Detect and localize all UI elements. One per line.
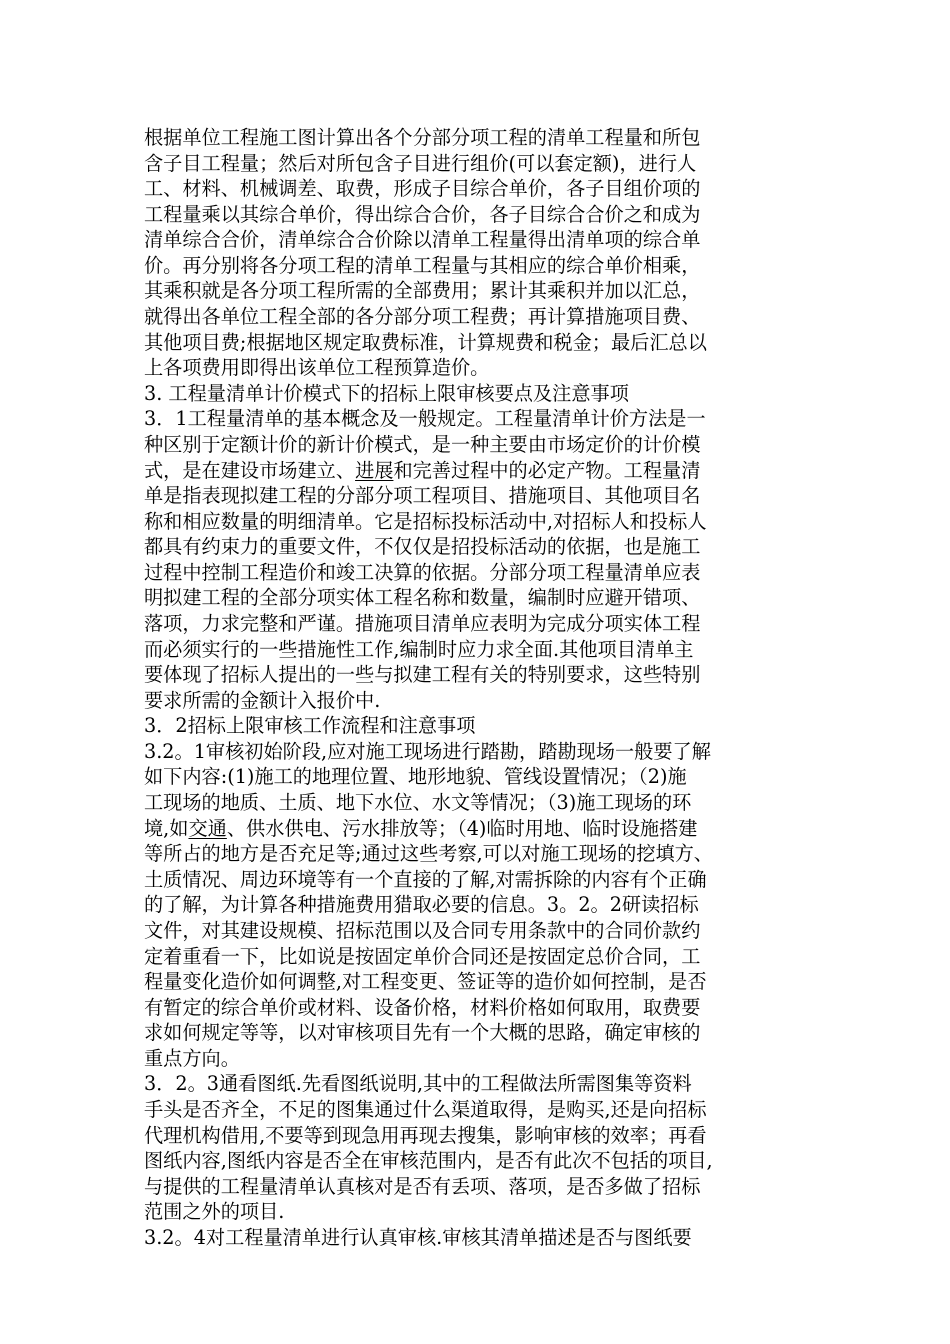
text-line: 工、材料、机械调差、取费，形成子目综合单价，各子目组价项的 bbox=[144, 177, 701, 201]
text-line: 与提供的工程量清单认真核对是否有丢项、落项，是否多做了招标 bbox=[144, 1174, 701, 1198]
text-line: 单是指表现拟建工程的分部分项工程项目、措施项目、其他项目名 bbox=[144, 484, 701, 508]
text-line: 文件，对其建设规模、招标范围以及合同专用条款中的合同价款约 bbox=[144, 918, 701, 942]
text-line: 其他项目费;根据地区规定取费标准，计算规费和税金；最后汇总以 bbox=[144, 330, 707, 354]
text-line: 称和相应数量的明细清单。它是招标投标活动中,对招标人和投标人 bbox=[144, 509, 707, 533]
text-segment: 境,如 bbox=[144, 816, 189, 840]
text-line: 有暂定的综合单价或材料、设备价格，材料价格如何取用，取费要 bbox=[144, 995, 701, 1019]
text-line: 要求所需的金额计入报价中. bbox=[144, 688, 381, 712]
text-segment: 、供水供电、污水排放等；（4)临时用地、临时设施搭建 bbox=[226, 816, 698, 840]
text-line: 土质情况、周边环境等有一个直接的了解,对需拆除的内容有个正确 bbox=[144, 867, 707, 891]
text-line: 工程量乘以其综合单价，得出综合合价，各子目综合合价之和成为 bbox=[144, 202, 701, 226]
text-line bbox=[144, 458, 814, 484]
text-line: 范围之外的项目. bbox=[144, 1200, 285, 1224]
text-line: 重点方向。 bbox=[144, 1046, 240, 1070]
text-line: 要体现了招标人提出的一些与拟建工程有关的特别要求，这些特别 bbox=[144, 663, 701, 687]
text-line bbox=[144, 816, 814, 842]
text-line: 落项，力求完整和严谨。措施项目清单应表明为完成分项实体工程 bbox=[144, 611, 701, 635]
text-line: 都具有约束力的重要文件，不仅仅是招投标活动的依据，也是施工 bbox=[144, 535, 701, 559]
text-line: 上各项费用即得出该单位工程预算造价。 bbox=[144, 356, 490, 380]
text-line: 工现场的地质、土质、地下水位、水文等情况；（3)施工现场的环 bbox=[144, 791, 692, 815]
text-line: 定着重看一下，比如说是按固定单价合同还是按固定总价合同，工 bbox=[144, 944, 701, 968]
text-line: 求如何规定等等，以对审核项目先有一个大概的思路，确定审核的 bbox=[144, 1021, 701, 1045]
text-line: 3.2。4对工程量清单进行认真审核.审核其清单描述是否与图纸要 bbox=[144, 1225, 692, 1249]
text-segment: 和完善过程中的必定产物。工程量清 bbox=[393, 458, 701, 482]
text-line: 3．1工程量清单的基本概念及一般规定。工程量清单计价方法是一 bbox=[144, 407, 706, 431]
text-line: 清单综合合价，清单综合合价除以清单工程量得出清单项的综合单 bbox=[144, 228, 701, 252]
progress-link[interactable]: 进展 bbox=[355, 458, 394, 482]
text-line: 程量变化造价如何调整,对工程变更、签证等的造价如何控制，是否 bbox=[144, 970, 707, 994]
text-segment: 式，是在建设市场建立、 bbox=[144, 458, 356, 482]
text-line: 含子目工程量；然后对所包含子目进行组价(可以套定额)，进行人 bbox=[144, 151, 697, 175]
text-line: 其乘积就是各分项工程所需的全部费用；累计其乘积并加以汇总， bbox=[144, 279, 701, 303]
subsection-heading: 3．2招标上限审核工作流程和注意事项 bbox=[144, 714, 476, 738]
traffic-link[interactable]: 交通 bbox=[188, 816, 227, 840]
text-line: 而必须实行的一些措施性工作,编制时应力求全面.其他项目清单主 bbox=[144, 637, 694, 661]
text-line: 过程中控制工程造价和竣工决算的依据。分部分项工程量清单应表 bbox=[144, 560, 701, 584]
text-line: 如下内容:(1)施工的地理位置、地形地貌、管线设置情况；（2)施 bbox=[144, 765, 687, 789]
body-text bbox=[144, 125, 814, 1250]
section-heading: 3. 工程量清单计价模式下的招标上限审核要点及注意事项 bbox=[144, 381, 629, 405]
text-line: 等所占的地方是否充足等;通过这些考察,可以对施工现场的挖填方、 bbox=[144, 842, 713, 866]
text-line: 种区别于定额计价的新计价模式，是一种主要由市场定价的计价模 bbox=[144, 432, 701, 456]
text-line: 的了解，为计算各种措施费用猎取必要的信息。3。2。2研读招标 bbox=[144, 893, 699, 917]
text-line: 3．2。3通看图纸.先看图纸说明,其中的工程做法所需图集等资料 bbox=[144, 1072, 692, 1096]
text-line: 代理机构借用,不要等到现急用再现去搜集，影响审核的效率；再看 bbox=[144, 1123, 707, 1147]
text-line: 手头是否齐全，不足的图集通过什么渠道取得，是购买,还是向招标 bbox=[144, 1097, 707, 1121]
text-line: 就得出各单位工程全部的各分部分项工程费；再计算措施项目费、 bbox=[144, 305, 701, 329]
text-line: 3.2。1审核初始阶段,应对施工现场进行踏勘，踏勘现场一般要了解 bbox=[144, 739, 711, 763]
text-line: 根据单位工程施工图计算出各个分部分项工程的清单工程量和所包 bbox=[144, 126, 701, 149]
text-line: 图纸内容,图纸内容是否全在审核范围内，是否有此次不包括的项目, bbox=[144, 1149, 713, 1173]
text-line: 明拟建工程的全部分项实体工程名称和数量，编制时应避开错项、 bbox=[144, 586, 701, 610]
text-line: 价。再分别将各分项工程的清单工程量与其相应的综合单价相乘， bbox=[144, 253, 701, 277]
